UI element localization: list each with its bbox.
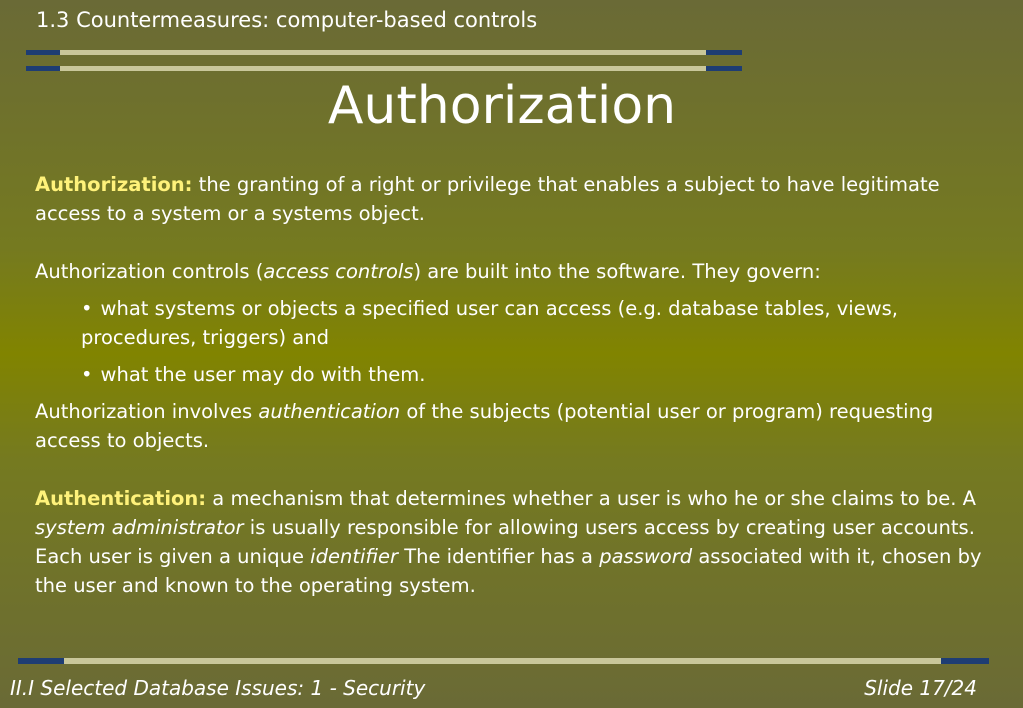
text-run: The identifier has a xyxy=(398,545,600,568)
text-run: associated with it, chosen by the user and known to the operating system. xyxy=(35,545,982,597)
text-run: Authorization controls ( xyxy=(35,260,264,283)
list-item-text: what systems or objects a specified user can access (e.g. database tables, views, procedures, triggers) and xyxy=(81,297,898,349)
slide-body xyxy=(35,170,995,600)
slide-title: Authorization xyxy=(327,76,677,136)
authorization-controls-paragraph xyxy=(35,257,995,286)
text-run-italic: authentication xyxy=(258,400,401,423)
authentication-term: Authentication: xyxy=(35,487,207,510)
header-rule-top xyxy=(26,50,742,55)
authorization-term: Authorization: xyxy=(35,173,193,196)
bullet-list xyxy=(35,294,995,389)
header-rule-bottom xyxy=(26,66,742,71)
text-run: a mechanism that determines whether a user is who he or she claims to be. A xyxy=(206,487,976,510)
text-run-italic: access controls xyxy=(263,260,414,283)
list-item xyxy=(81,294,995,352)
bullet-icon: • xyxy=(81,363,93,386)
bullet-icon: • xyxy=(81,297,93,320)
text-run-italic: identifier xyxy=(310,545,398,568)
slide-number: Slide 17/24 xyxy=(864,676,977,700)
list-item-text: what the user may do with them. xyxy=(100,363,426,386)
section-title: 1.3 Countermeasures: computer-based controls xyxy=(36,8,538,32)
text-run: Authorization involves xyxy=(35,400,259,423)
authentication-definition xyxy=(35,484,995,600)
text-run-italic: password xyxy=(599,545,693,568)
text-run-italic: system administrator xyxy=(35,516,244,539)
list-item xyxy=(81,360,995,389)
authentication-involvement-paragraph xyxy=(35,397,995,455)
authorization-definition-text: the granting of a right or privilege that enables a subject to have legitimate access to a system or a systems object. xyxy=(35,173,940,225)
footer-course-title: II.I Selected Database Issues: 1 - Security xyxy=(10,676,426,700)
text-run: of the subjects (potential user or program) requesting access to objects. xyxy=(35,400,934,452)
text-run: is usually responsible for allowing users access by creating user accounts. Each user is given a unique xyxy=(35,516,975,568)
text-run: ) are built into the software. They govern: xyxy=(413,260,821,283)
footer-rule xyxy=(18,658,989,664)
authorization-definition xyxy=(35,170,995,228)
